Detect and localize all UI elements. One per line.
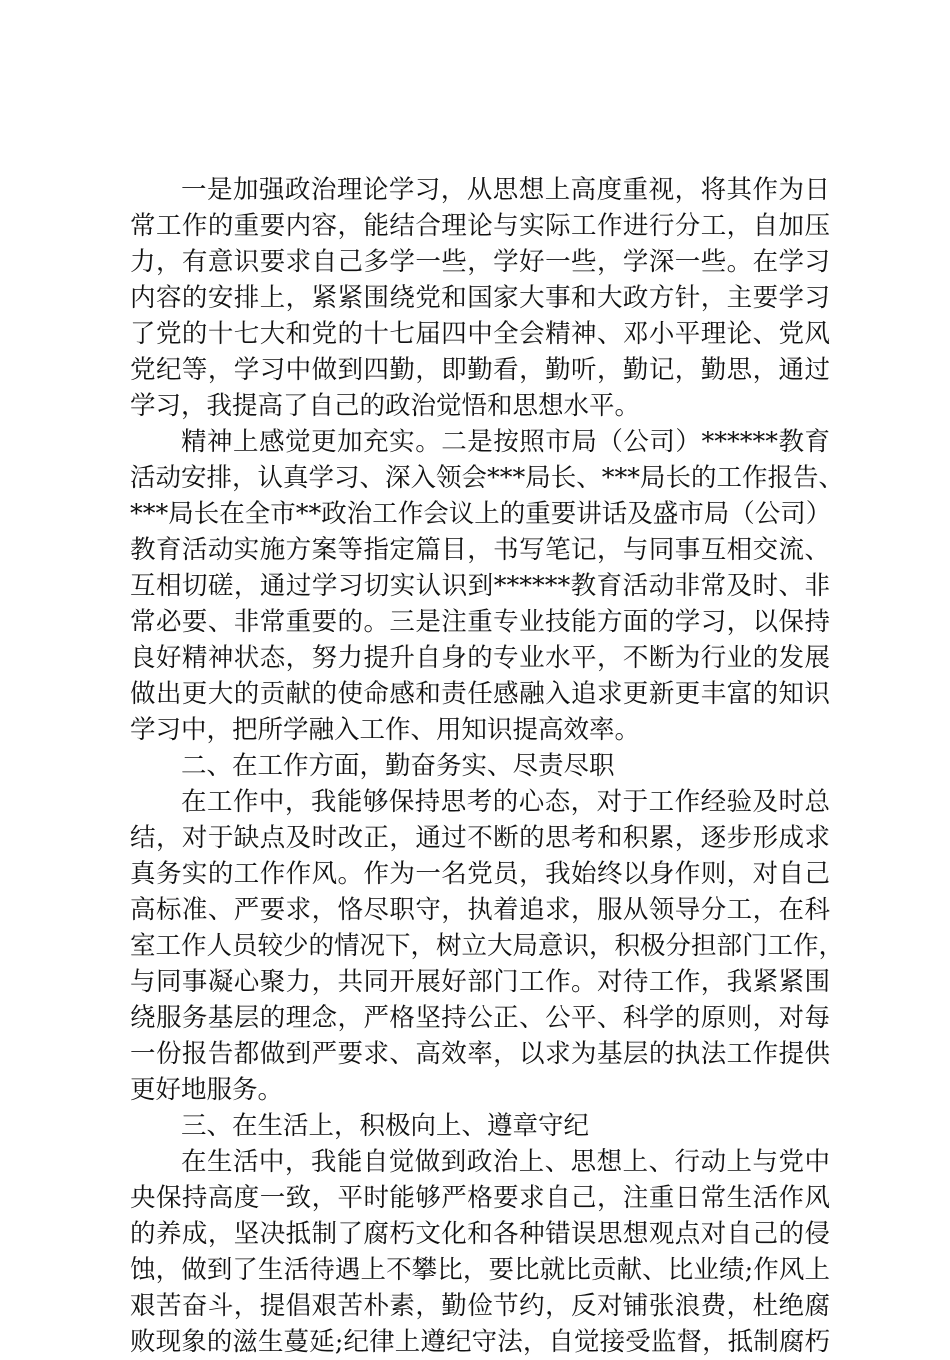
paragraph-line: ***局长在全市**政治工作会议上的重要讲话及盛市局（公司） [130, 499, 832, 529]
paragraph-line: 常必要、非常重要的。三是注重专业技能方面的学习，以保持 [130, 607, 830, 637]
paragraph-line: 一是加强政治理论学习，从思想上高度重视，将其作为日 [181, 175, 830, 205]
paragraph-line: 高标准、严要求，恪尽职守，执着追求，服从领导分工，在科 [130, 895, 830, 925]
paragraph-line: 良好精神状态，努力提升自身的专业水平，不断为行业的发展 [130, 643, 830, 673]
paragraph-line: 艰苦奋斗，提倡艰苦朴素，勤俭节约，反对铺张浪费，杜绝腐 [130, 1291, 830, 1321]
paragraph-line: 常工作的重要内容，能结合理论与实际工作进行分工，自加压 [130, 211, 830, 241]
paragraph-line: 更好地服务。 [130, 1075, 284, 1105]
paragraph-line: 了党的十七大和党的十七届四中全会精神、邓小平理论、党风 [130, 319, 830, 349]
paragraph-line: 在工作中，我能够保持思考的心态，对于工作经验及时总 [181, 787, 830, 817]
paragraph-line: 央保持高度一致，平时能够严格要求自己，注重日常生活作风 [130, 1183, 830, 1213]
paragraph-line: 结，对于缺点及时改正，通过不断的思考和积累，逐步形成求 [130, 823, 830, 853]
paragraph-line: 精神上感觉更加充实。二是按照市局（公司）******教育 [181, 427, 830, 457]
paragraph-line: 与同事凝心聚力，共同开展好部门工作。对待工作，我紧紧围 [130, 967, 830, 997]
paragraph-line: 一份报告都做到严要求、高效率，以求为基层的执法工作提供 [130, 1039, 830, 1069]
section-heading: 三、在生活上，积极向上、遵章守纪 [181, 1111, 590, 1141]
paragraph-line: 在生活中，我能自觉做到政治上、思想上、行动上与党中 [181, 1147, 830, 1177]
paragraph-line: 党纪等，学习中做到四勤，即勤看，勤听，勤记，勤思，通过 [130, 355, 830, 385]
paragraph-line: 教育活动实施方案等指定篇目，书写笔记，与同事互相交流、 [130, 535, 830, 565]
paragraph-line: 做出更大的贡献的使命感和责任感融入追求更新更丰富的知识 [130, 679, 830, 709]
paragraph-line: 互相切磋，通过学习切实认识到******教育活动非常及时、非 [130, 571, 830, 601]
paragraph-line: 力，有意识要求自己多学一些，学好一些，学深一些。在学习 [130, 247, 830, 277]
section-heading: 二、在工作方面，勤奋务实、尽责尽职 [181, 751, 615, 781]
paragraph-line: 学习中，把所学融入工作、用知识提高效率。 [130, 715, 641, 745]
paragraph-line: 绕服务基层的理念，严格坚持公正、公平、科学的原则，对每 [130, 1003, 830, 1033]
paragraph-line: 活动安排，认真学习、深入领会***局长、***局长的工作报告、 [130, 463, 845, 493]
paragraph-line: 真务实的工作作风。作为一名党员，我始终以身作则，对自己 [130, 859, 830, 889]
paragraph-line: 的养成，坚决抵制了腐朽文化和各种错误思想观点对自己的侵 [130, 1219, 830, 1249]
paragraph-line: 败现象的滋生蔓延;纪律上遵纪守法，自觉接受监督，抵制腐朽 [130, 1327, 830, 1357]
paragraph-line: 内容的安排上，紧紧围绕党和国家大事和大政方针，主要学习 [130, 283, 830, 313]
paragraph-line: 学习，我提高了自己的政治觉悟和思想水平。 [130, 391, 641, 421]
paragraph-line: 蚀，做到了生活待遇上不攀比，要比就比贡献、比业绩;作风上 [130, 1255, 830, 1285]
paragraph-line: 室工作人员较少的情况下，树立大局意识，积极分担部门工作， [130, 931, 845, 961]
